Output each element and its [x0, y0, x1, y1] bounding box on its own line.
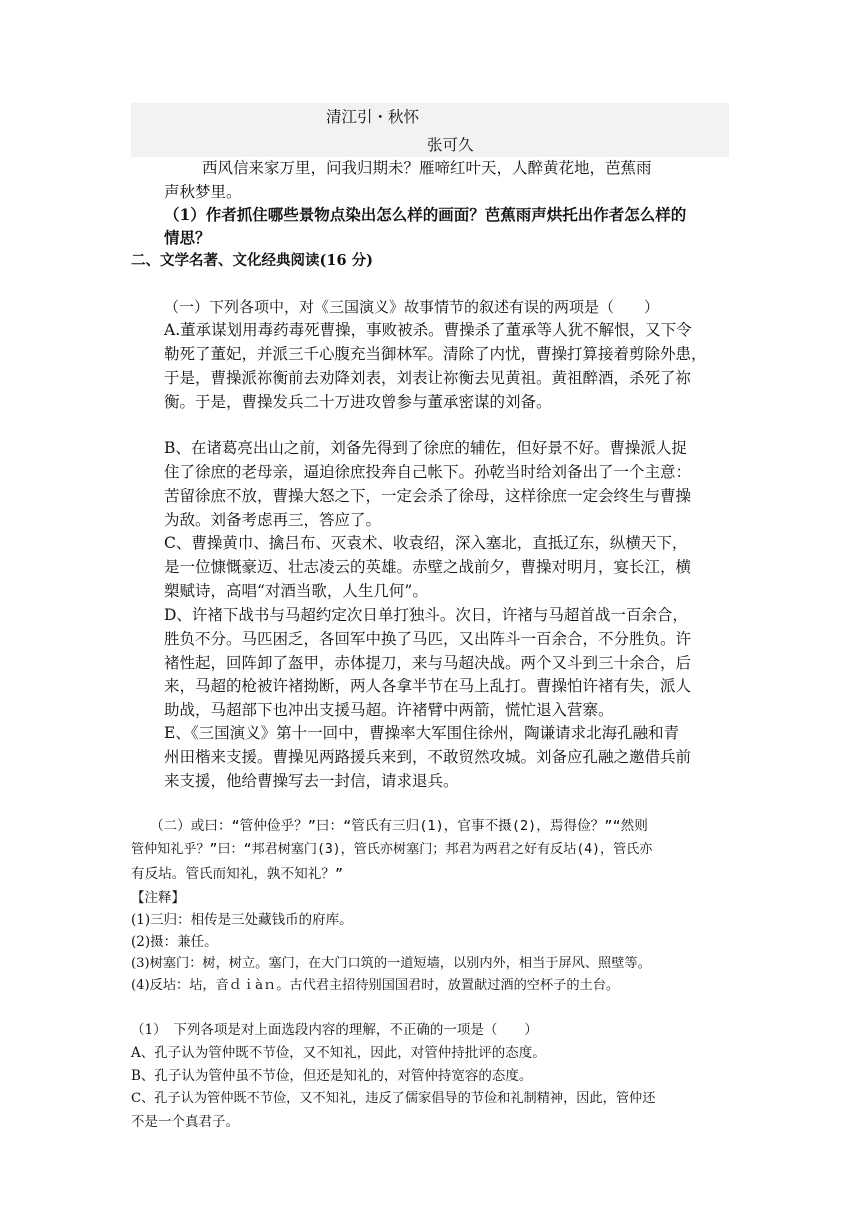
option-b-line: 苦留徐庶不放，曹操大怒之下，一定会杀了徐母，这样徐庶一定会终生与曹操	[164, 487, 692, 505]
option-d-line: 来，马超的枪被许褚拗断，两人各拿半节在马上乱打。曹操怕许褚有失，派人	[164, 677, 692, 695]
option-c-line: C、曹操黄巾、擒吕布、灭袁术、收袁绍，深入塞北，直抵辽东，纵横天下，	[164, 534, 688, 552]
answer-option: 不是一个真君子。	[131, 1114, 239, 1130]
option-d-line: 胜负不分。马匹困乏，各回军中换了马匹，又出阵斗一百余合，不分胜负。许	[164, 630, 692, 648]
option-b-line: 为敌。刘备考虑再三，答应了。	[164, 511, 382, 529]
note-item: (1)三归：相传是三处藏钱币的府库。	[131, 912, 353, 928]
sub-question: （1） 下列各项是对上面选段内容的理解，不正确的一项是（ ）	[131, 1022, 538, 1038]
option-a-line: 衡。于是，曹操发兵二十万进攻曾参与董承密谋的刘备。	[164, 393, 552, 411]
option-d-line: 褚性起，回阵卸了盔甲，赤体提刀，来与马超决战。两个又斗到三十余合，后	[164, 654, 692, 672]
option-e-line: 州田楷来支援。曹操见两路援兵来到，不敢贸然攻城。刘备应孔融之邀借兵前	[164, 748, 692, 766]
question-stem: （一）下列各项中，对《三国演义》故事情节的叙述有误的两项是（ ）	[164, 298, 660, 316]
poem-text-line: 西风信来家万里，问我归期未？雁啼红叶天，人醉黄花地，芭蕉雨	[202, 159, 652, 177]
section-heading: 二、文学名著、文化经典阅读(16 分)	[131, 252, 373, 269]
poem-author: 张可久	[427, 136, 474, 154]
answer-option: A、孔子认为管仲既不节俭，又不知礼，因此，对管仲持批评的态度。	[131, 1045, 546, 1061]
note-item: (4)反坫：坫，音ｄｉàｎ。古代君主招待别国国君时，放置献过酒的空杯子的土台。	[131, 978, 620, 993]
option-a-line: A.董承谋划用毒药毒死曹操，事败被杀。曹操杀了董承等人犹不解恨，又下令	[164, 321, 692, 339]
option-a-line: 于是，曹操派祢衡前去劝降刘表，刘表让祢衡去见黄祖。黄祖醉酒，杀死了祢	[164, 369, 692, 387]
option-b-line: B、在诸葛亮出山之前，刘备先得到了徐庶的辅佐，但好景不好。曹操派人捉	[164, 439, 687, 457]
option-b-line: 住了徐庶的老母亲，逼迫徐庶投奔自己帐下。孙乾当时给刘备出了一个主意：	[164, 463, 692, 481]
answer-option: B、孔子认为管仲虽不节俭，但还是知礼的，对管仲持宽容的态度。	[131, 1068, 533, 1084]
note-item: (2)摄：兼任。	[131, 934, 218, 950]
poem-question-line: （1）作者抓住哪些景物点染出怎么样的画面？芭蕉雨声烘托出作者怎么样的	[164, 205, 687, 224]
poem-question-line: 情思？	[164, 228, 211, 247]
option-e-line: E、《三国演义》第十一回中，曹操率大军围住徐州，陶谦请求北海孔融和青	[164, 724, 680, 742]
option-c-line: 是一位慷慨豪迈、壮志凌云的英雄。赤壁之战前夕，曹操对明月，宴长江，横	[164, 558, 692, 576]
poem-title: 清江引・秋怀	[326, 108, 420, 126]
option-a-line: 勒死了董妃，并派三千心腹充当御林军。清除了内忧，曹操打算接着剪除外患，	[164, 345, 707, 363]
classical-text-line: （二）或曰：“管仲俭乎？”曰：“管氏有三归(1)，官事不摄(2)，焉得俭？”“然则	[150, 818, 648, 834]
option-c-line: 槊赋诗，高唱“对酒当歌，人生几何”。	[164, 582, 428, 600]
option-e-line: 来支援，他给曹操写去一封信，请求退兵。	[164, 772, 459, 790]
classical-text-line: 管仲知礼乎？”曰：“邦君树塞门(3)，管氏亦树塞门；邦君为两君之好有反坫(4)，管氏亦	[131, 842, 653, 857]
answer-option: C、孔子认为管仲既不节俭，又不知礼，违反了儒家倡导的节俭和礼制精神，因此，管仲还	[131, 1091, 656, 1106]
note-item: (3)树塞门：树，树立。塞门，在大门口筑的一道短墙，以别内外，相当于屏风、照壁等。	[131, 956, 651, 971]
option-d-line: D、许褚下战书与马超约定次日单打独斗。次日，许褚与马超首战一百余合，	[164, 606, 688, 624]
option-d-line: 助战，马超部下也冲出支援马超。许褚臂中两箭，慌忙退入营寨。	[164, 701, 614, 719]
notes-heading: 【注释】	[131, 890, 185, 906]
classical-text-line: 有反坫。管氏而知礼，孰不知礼？”	[131, 866, 344, 882]
poem-text-line: 声秋梦里。	[164, 183, 242, 201]
